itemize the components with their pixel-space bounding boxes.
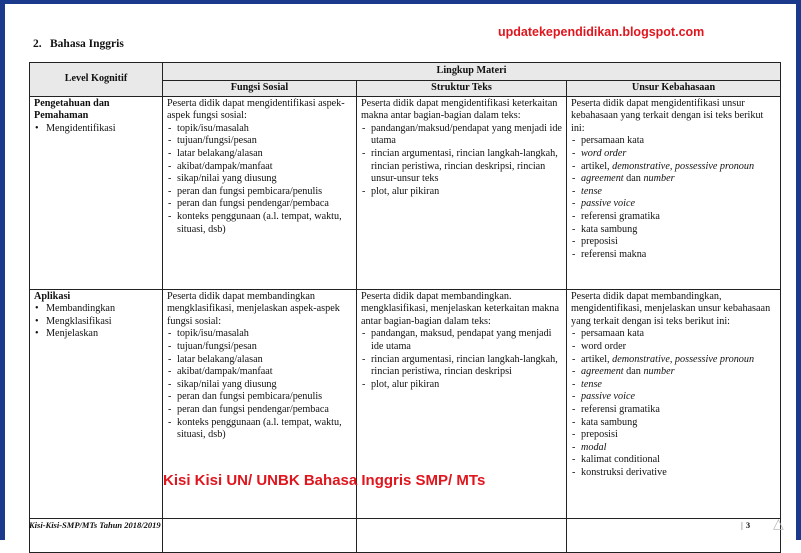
list-item: - word order <box>581 341 776 354</box>
unsur-list <box>571 328 776 479</box>
table-row <box>30 289 781 552</box>
struktur-intro: Peserta didik dapat mengidentifikasi keterkaitan makna antar bagian-bagian dalam teks: <box>361 97 558 122</box>
list-item: - rincian argumentasi, rincian langkah-langkah, rincian peristiwa, rincian deskripsi <box>371 354 562 379</box>
watermark-caption: Kisi Kisi UN/ UNBK Bahasa Inggris SMP/ MTs <box>163 472 486 489</box>
list-item: - akibat/dampak/manfaat <box>177 161 352 174</box>
header-fungsi-sosial: Fungsi Sosial <box>163 81 357 97</box>
list-item: - peran dan fungsi pembicara/penulis <box>177 186 352 199</box>
unsur-intro: Peserta didik dapat mengidentifikasi unsur kebahasaan yang terkait dengan isi teks berikut ini: <box>571 97 764 134</box>
struktur-cell <box>357 96 567 289</box>
list-item: - latar belakang/alasan <box>177 148 352 161</box>
struktur-intro: Peserta didik dapat membandingkan. mengklasifikasi, menjelaskan keterkaitan makna antar bagian-bagian dalam teks: <box>361 290 560 327</box>
list-item: - konteks penggunaan (a.l. tempat, waktu, situasi, dsb) <box>177 211 352 236</box>
list-text: agreement <box>581 366 624 378</box>
list-item <box>581 354 776 367</box>
list-text: artikel, <box>581 353 613 365</box>
list-item: - kata sambung <box>581 417 776 430</box>
list-item: • Menjelaskan <box>46 328 158 341</box>
list-item: - tense <box>581 186 776 199</box>
list-item: - akibat/dampak/manfaat <box>177 366 352 379</box>
fungsi-list <box>167 123 352 236</box>
level-list <box>34 123 158 136</box>
footer-page <box>741 520 750 530</box>
list-item: - latar belakang/alasan <box>177 354 352 367</box>
fungsi-cell <box>163 96 357 289</box>
fungsi-list <box>167 328 352 441</box>
list-item: - passive voice <box>581 198 776 211</box>
list-item: - referensi gramatika <box>581 404 776 417</box>
unsur-cell <box>567 289 781 552</box>
list-item: - topik/isu/masalah <box>177 123 352 136</box>
list-text: agreement <box>581 173 624 185</box>
unsur-list <box>571 135 776 261</box>
list-item: - kata sambung <box>581 224 776 237</box>
level-title: Pengetahuan dan Pemahaman <box>34 97 110 122</box>
list-item: • Mengidentifikasi <box>46 123 158 136</box>
list-item: - rincian argumentasi, rincian langkah-langkah, rincian peristiwa, rincian deskripsi, rincian unsur-unsur teks <box>371 148 562 186</box>
header-level-kognitif: Level Kognitif <box>30 63 163 97</box>
list-item: - pandangan/maksud/pendapat yang menjadi ide utama <box>371 123 562 148</box>
page-divider-icon: | <box>741 520 743 530</box>
header-struktur-teks: Struktur Teks <box>357 81 567 97</box>
list-text: demonstrative, possessive pronoun <box>612 160 755 172</box>
list-text: dan <box>623 173 644 185</box>
fungsi-intro: Peserta didik dapat mengidentifikasi aspek-aspek fungsi sosial: <box>167 97 345 122</box>
list-text: artikel, <box>581 160 613 172</box>
list-item: - konstruksi derivative <box>581 467 776 480</box>
fungsi-cell <box>163 289 357 552</box>
list-item: • Membandingkan <box>46 303 158 316</box>
list-item: - sikap/nilai yang diusung <box>177 173 352 186</box>
list-item: - sikap/nilai yang diusung <box>177 379 352 392</box>
table-row <box>30 96 781 289</box>
list-item: - peran dan fungsi pendengar/pembaca <box>177 404 352 417</box>
level-cell <box>30 96 163 289</box>
list-item: - tense <box>581 379 776 392</box>
list-item: - plot, alur pikiran <box>371 379 562 392</box>
list-item: - tujuan/fungsi/pesan <box>177 341 352 354</box>
list-item: - topik/isu/masalah <box>177 328 352 341</box>
list-text: dan <box>623 366 644 378</box>
list-item: - preposisi <box>581 236 776 249</box>
header-lingkup-materi: Lingkup Materi <box>163 63 781 81</box>
list-item: - preposisi <box>581 429 776 442</box>
corner-logo-icon: △ <box>773 515 784 531</box>
header-unsur-kebahasaan: Unsur Kebahasaan <box>567 81 781 97</box>
struktur-list <box>361 328 562 391</box>
list-text: number <box>643 366 675 378</box>
unsur-cell <box>567 96 781 289</box>
list-item: - persamaan kata <box>581 328 776 341</box>
list-item: - referensi gramatika <box>581 211 776 224</box>
struktur-list <box>361 123 562 199</box>
list-item: - kalimat conditional <box>581 454 776 467</box>
level-cell <box>30 289 163 552</box>
unsur-intro: Peserta didik dapat membandingkan, mengidentifikasi, menjelaskan unsur kebahasaan yang terkait dengan isi teks berikut ini: <box>571 290 771 327</box>
fungsi-intro: Peserta didik dapat membandingkan mengklasifikasi, menjelaskan aspek-aspek fungsi sosial: <box>167 290 340 327</box>
list-item: - peran dan fungsi pendengar/pembaca <box>177 198 352 211</box>
section-heading <box>33 38 124 50</box>
list-item: - modal <box>581 442 776 455</box>
list-text: number <box>643 173 675 185</box>
list-item: - word order <box>581 148 776 161</box>
blog-url[interactable]: updatekependidikan.blogspot.com <box>498 25 705 39</box>
list-item <box>581 366 776 379</box>
list-item: - konteks penggunaan (a.l. tempat, waktu, situasi, dsb) <box>177 417 352 442</box>
section-number: 2. <box>33 38 42 50</box>
level-list <box>34 303 158 341</box>
footer-left-text: Kisi-Kisi-SMP/MTs Tahun 2018/2019 <box>29 520 161 530</box>
list-item: - plot, alur pikiran <box>371 186 562 199</box>
list-item: - tujuan/fungsi/pesan <box>177 135 352 148</box>
struktur-cell <box>357 289 567 552</box>
level-title: Aplikasi <box>34 290 71 302</box>
list-item <box>581 173 776 186</box>
list-item: - referensi makna <box>581 249 776 262</box>
list-item: • Mengklasifikasi <box>46 316 158 329</box>
page-number: 3 <box>745 520 751 530</box>
list-item: - peran dan fungsi pembicara/penulis <box>177 391 352 404</box>
footer-rule <box>29 518 780 519</box>
list-text: demonstrative, possessive pronoun <box>612 353 755 365</box>
section-title: Bahasa Inggris <box>50 38 124 50</box>
list-item: - persamaan kata <box>581 135 776 148</box>
list-item <box>581 161 776 174</box>
list-item: - passive voice <box>581 391 776 404</box>
list-item: - pandangan, maksud, pendapat yang menjadi ide utama <box>371 328 562 353</box>
